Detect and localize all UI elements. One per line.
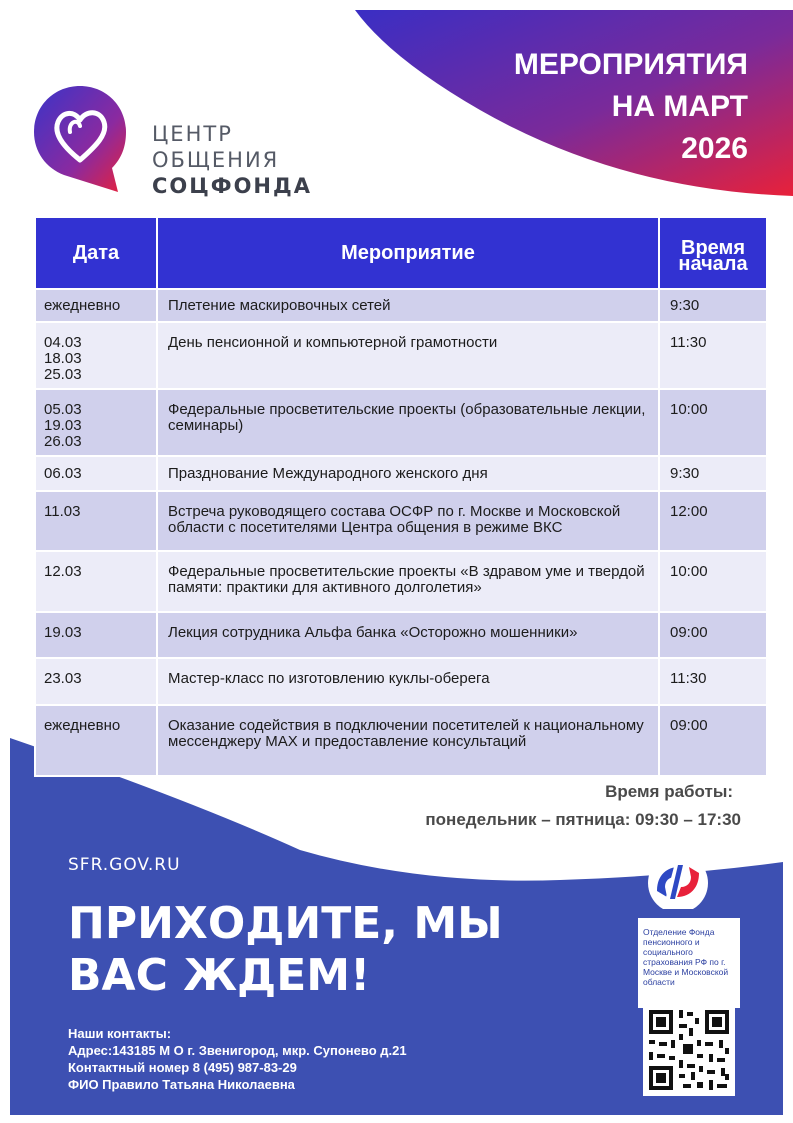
row-event: Празднование Международного женского дня (157, 456, 659, 491)
qr-code-icon[interactable] (643, 1004, 735, 1096)
slogan: ПРИХОДИТЕ, МЫ ВАС ЖДЕМ! (68, 898, 503, 1001)
row-event: Федеральные просветительские проекты «В здравом уме и твердой памяти: практики для активного долголетия» (157, 551, 659, 612)
contacts-address: Адрес:143185 М О г. Звенигород, мкр. Супонево д.21 (68, 1043, 407, 1058)
row-time: 11:30 (659, 658, 767, 705)
row-time: 9:30 (659, 289, 767, 322)
contacts-person: ФИО Правило Татьяна Николаевна (68, 1077, 295, 1092)
row-date: 05.03 19.03 26.03 (35, 389, 157, 456)
table-header-row (35, 217, 767, 289)
title-line-2: НА МАРТ (611, 90, 748, 123)
table-row (35, 491, 767, 551)
row-time: 10:00 (659, 389, 767, 456)
website-link[interactable]: SFR.GOV.RU (68, 855, 181, 875)
row-event: Встреча руководящего состава ОСФР по г. Москве и Московской области с посетителями Центра общения в режиме ВКС (157, 491, 659, 551)
table-row (35, 289, 767, 322)
row-event: Лекция сотрудника Альфа банка «Осторожно мошенники» (157, 612, 659, 658)
brand-line-2: ОБЩЕНИЯ (152, 148, 280, 172)
contacts-block (68, 1025, 407, 1093)
row-date: 04.03 18.03 25.03 (35, 322, 157, 389)
brand-line-1: ЦЕНТР (152, 122, 233, 146)
contacts-phone: Контактный номер 8 (495) 987-83-29 (68, 1060, 297, 1075)
table-row (35, 456, 767, 491)
row-date: 11.03 (35, 491, 157, 551)
heart-chat-icon (30, 82, 130, 194)
org-name: Отделение Фонда пенсионного и социального страхования РФ по г. Москве и Московской области (643, 927, 729, 987)
brand-name (152, 121, 312, 199)
page-title (428, 44, 748, 170)
table-row (35, 389, 767, 456)
brand-line-3: СОЦФОНДА (152, 174, 312, 198)
header-time: Время начала (659, 217, 767, 289)
working-hours-title: Время работы: (605, 782, 733, 801)
header-event: Мероприятие (157, 217, 659, 289)
table-row (35, 612, 767, 658)
row-date: 12.03 (35, 551, 157, 612)
title-line-1: МЕРОПРИЯТИЯ (513, 48, 748, 81)
contacts-title: Наши контакты: (68, 1026, 172, 1041)
row-time: 09:00 (659, 705, 767, 776)
row-date: ежедневно (35, 705, 157, 776)
table-row (35, 551, 767, 612)
row-date: 19.03 (35, 612, 157, 658)
row-time: 09:00 (659, 612, 767, 658)
row-event: Мастер-класс по изготовлению куклы-оберега (157, 658, 659, 705)
row-event: Оказание содействия в подключении посетителей к национальному мессенджеру MAX и предоставление консультаций (157, 705, 659, 776)
row-date: 06.03 (35, 456, 157, 491)
header-date: Дата (35, 217, 157, 289)
row-event: Плетение маскировочных сетей (157, 289, 659, 322)
row-time: 9:30 (659, 456, 767, 491)
row-date: ежедневно (35, 289, 157, 322)
table-row (35, 322, 767, 389)
row-time: 11:30 (659, 322, 767, 389)
title-line-3: 2026 (681, 132, 748, 165)
row-time: 12:00 (659, 491, 767, 551)
row-event: Федеральные просветительские проекты (образовательные лекции, семинары) (157, 389, 659, 456)
working-hours-value: понедельник – пятница: 09:30 – 17:30 (425, 810, 741, 829)
table-row (35, 705, 767, 776)
row-date: 23.03 (35, 658, 157, 705)
row-time: 10:00 (659, 551, 767, 612)
sfr-logo-icon (645, 855, 711, 909)
events-table (34, 216, 768, 777)
table-row (35, 658, 767, 705)
row-event: День пенсионной и компьютерной грамотности (157, 322, 659, 389)
